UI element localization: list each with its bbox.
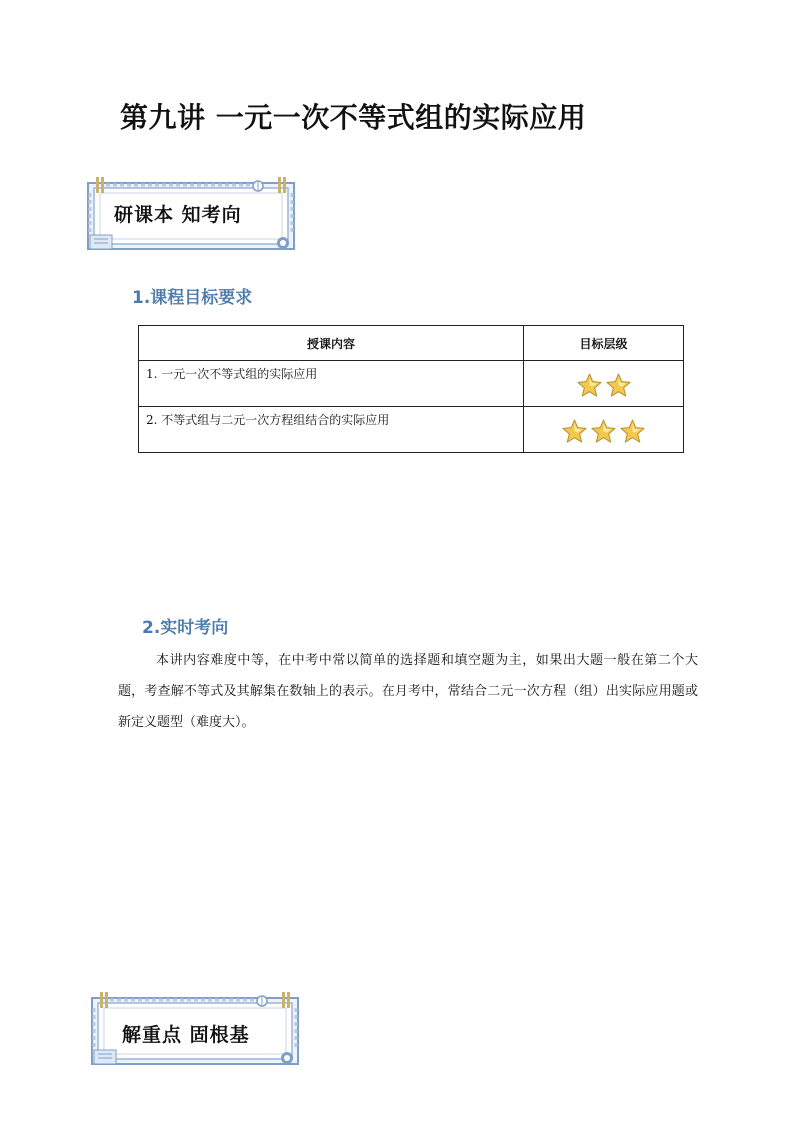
table-row: [139, 407, 684, 453]
section2-heading: 2.实时考向: [142, 618, 229, 638]
table-header-content: 授课内容: [139, 326, 524, 361]
section2-paragraph: 本讲内容难度中等，在中考中常以简单的选择题和填空题为主，如果出大题一般在第二个大题，考查解不等式及其解集在数轴上的表示。在月考中，常结合二元一次方程（组）出实际应用题或新定义题型（难度大）。: [118, 653, 698, 730]
table-cell-stars: [524, 361, 684, 407]
table-cell-stars: [524, 407, 684, 453]
table-cell-content: 1. 一元一次不等式组的实际应用: [139, 361, 524, 407]
goals-table: [138, 325, 684, 453]
star-icon: [561, 418, 588, 445]
section1-heading: 1.课程目标要求: [132, 288, 253, 308]
table-header-level: 目标层级: [524, 326, 684, 361]
banner-top: [86, 177, 301, 251]
banner-bottom-label: 解重点 固根基: [122, 1024, 250, 1046]
star-icon: [619, 418, 646, 445]
table-cell-content: 2. 不等式组与二元一次方程组结合的实际应用: [139, 407, 524, 453]
star-icon: [576, 372, 603, 399]
banner-bottom: [90, 992, 305, 1066]
table-row: [139, 361, 684, 407]
page-title: 第九讲 一元一次不等式组的实际应用: [120, 101, 587, 134]
star-icon: [590, 418, 617, 445]
table-header-row: [139, 326, 684, 361]
banner-top-label: 研课本 知考向: [114, 204, 242, 226]
star-icon: [605, 372, 632, 399]
